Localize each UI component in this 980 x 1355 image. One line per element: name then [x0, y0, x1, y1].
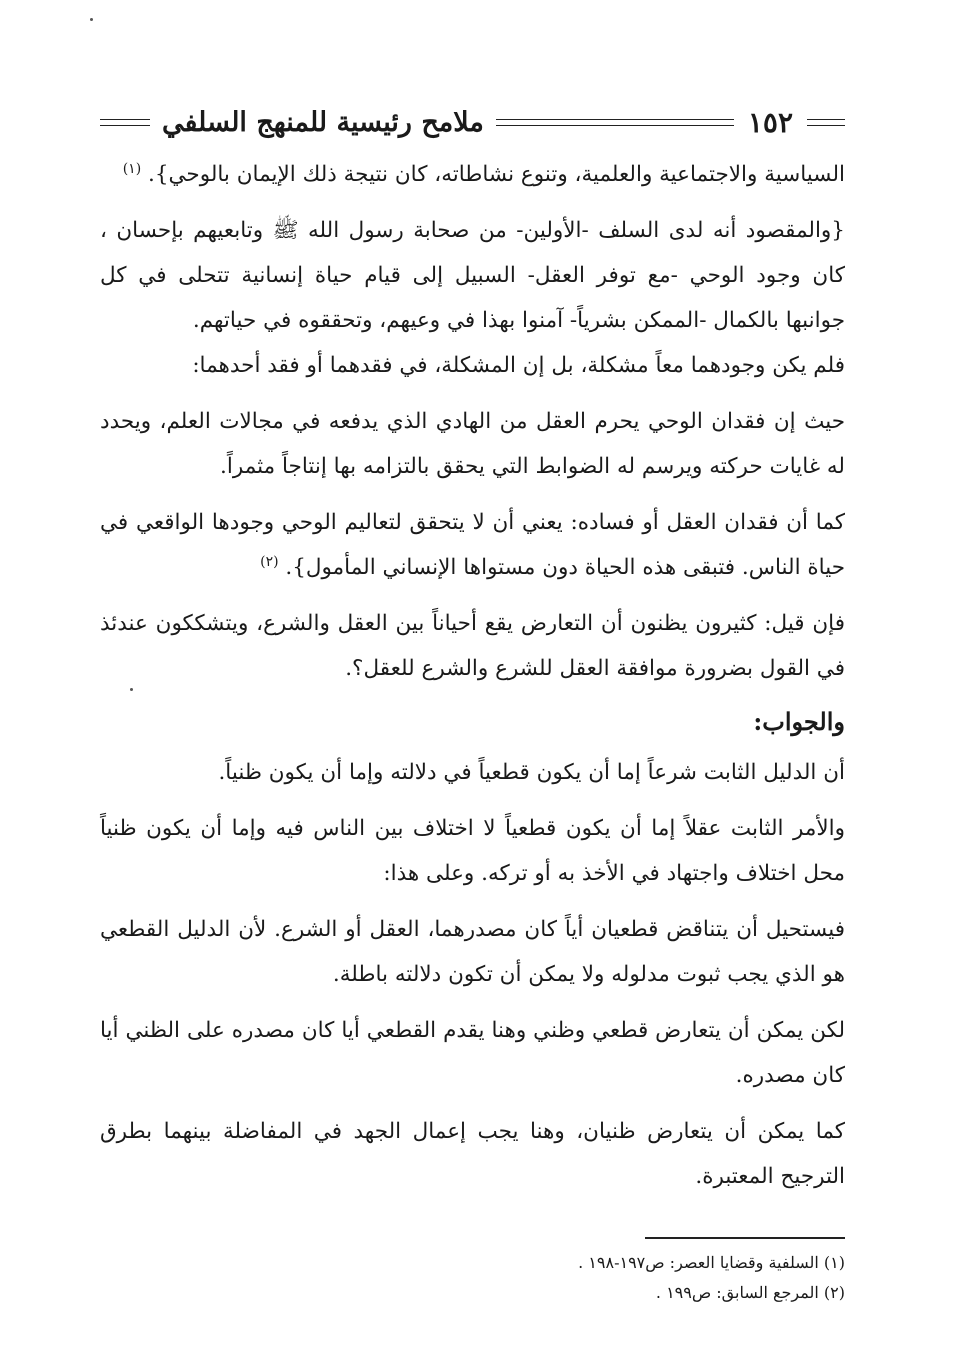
paragraph: السياسية والاجتماعية والعلمية، وتنوع نشاطاته، كان نتيجة ذلك الإيمان بالوحي}. $^{(١)}$ — [122, 160, 845, 187]
paragraph: كما يمكن أن يتعارض ظنيان، وهنا يجب إعمال الجهد في المفاضلة بينهما بطرق الترجيح المعتبرة. — [100, 1119, 845, 1189]
paragraph: أن الدليل الثابت شرعاً إما أن يكون قطعياً في دلالته وإما أن يكون ظنياً. — [218, 760, 845, 785]
scan-speck — [90, 18, 93, 21]
footnote-divider — [645, 1237, 845, 1239]
paragraph: لكن يمكن أن يتعارض قطعي وظني وهنا يقدم القطعي أيا كان مصدره على الظني أيا كان مصدره. — [100, 1018, 845, 1088]
footnote: (٢) المرجع السابق: ص١٩٩ . — [655, 1283, 845, 1302]
paragraph: كما أن فقدان العقل أو فساده: يعني أن لا يتحقق لتعاليم الوحي وجودها الواقعي في حياة الناس. فتبقى هذه الحياة دون مستواها الإنساني المأمول}. $^{(٢)}$ — [100, 510, 845, 580]
paragraph: حيث إن فقدان الوحي يحرم العقل من الهادي الذي يدفعه في مجالات العلم، ويحدد له غايات حركته ويرسم له الضوابط التي يحقق بالتزامه بها إنتاجاً مثمراً. — [100, 409, 845, 479]
scan-speck — [130, 688, 133, 691]
paragraph: فيستحيل أن يتناقض قطعيان أياً كان مصدرهما، العقل أو الشرع. لأن الدليل القطعي هو الذي يجب ثبوت مدلوله ولا يمكن أن تكون دلالته باطلة. — [100, 917, 845, 987]
book-title: ملامح رئيسية للمنهج السلفي — [162, 106, 484, 138]
footnote: (١) السلفية وقضايا العصر: ص١٩٧-١٩٨ . — [578, 1253, 845, 1272]
header-rule-left — [100, 119, 150, 126]
header-rule-middle — [496, 119, 734, 126]
page-header — [100, 100, 845, 144]
header-rule-right — [807, 119, 845, 126]
footnotes — [245, 1248, 845, 1308]
paragraph: {والمقصود أنه لدى السلف -الأولين- من صحابة رسول الله ﷺ وتابعيهم بإحسان ، كان وجود الوحي -مع توفر العقل- السبيل إلى قيام حياة إنسانية تتحلى في كل جوانبها بالكمال -الممكن بشرياً- آمنوا بهذا في وعيهم، وتحققوه في حياتهم. — [100, 218, 845, 333]
paragraph: فإن قيل: كثيرون يظنون أن التعارض يقع أحياناً بين العقل والشرع، ويتشككون عندئذ في القول بضرورة موافقة العقل للشرع والشرع للعقل؟. — [100, 611, 845, 681]
paragraph: والأمر الثابت عقلاً إما أن يكون قطعياً لا اختلاف بين الناس فيه وإما أن يكون ظنياً محل اختلاف واجتهاد في الأخذ به أو تركه. وعلى هذا: — [100, 816, 845, 886]
footnote-ref: (١) — [122, 160, 142, 177]
page-body — [100, 152, 845, 1210]
answer-heading: والجواب: — [753, 707, 845, 736]
paragraph: فلم يكن وجودهما معاً مشكلة، بل إن المشكلة، في فقدهما أو فقد أحدهما: — [192, 353, 845, 378]
footnote-ref: (٢) — [260, 553, 279, 570]
page-number: ١٥٢ — [747, 105, 793, 139]
